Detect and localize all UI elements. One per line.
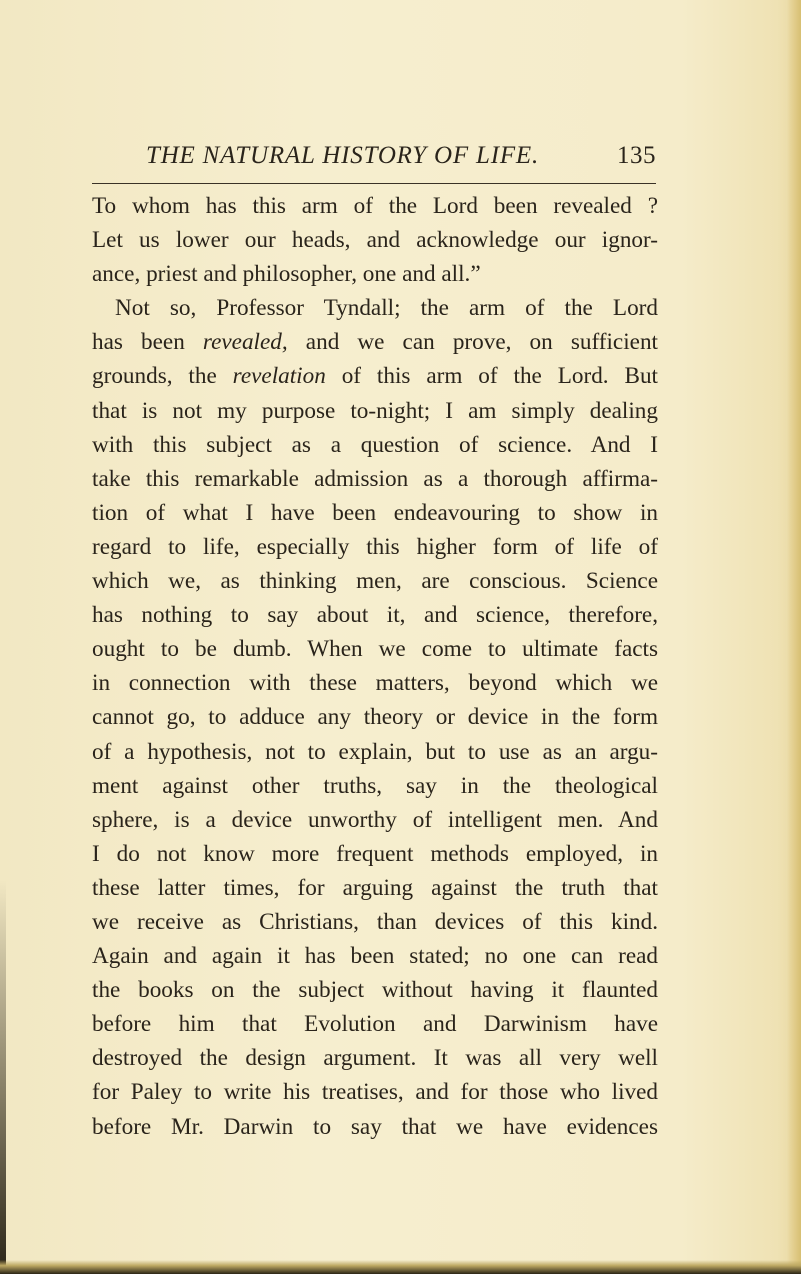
- text-line: cannot go, to adduce any theory or device in the form: [92, 704, 658, 731]
- page-edge-shadow-right: [787, 0, 801, 1274]
- text-line: regard to life, especially this higher form of life of: [92, 533, 658, 560]
- text-line: To whom has this arm of the Lord been revealed ?: [92, 193, 658, 219]
- text-line: [92, 359, 658, 393]
- text-line: has nothing to say about it, and science, therefore,: [92, 602, 658, 629]
- text-line: these latter times, for arguing against the truth that: [92, 874, 658, 901]
- italic-word-revealed: revealed,: [202, 329, 288, 356]
- text-line: the books on the subject without having it flaunted: [92, 977, 658, 1004]
- text-line: [92, 325, 658, 359]
- body-text: [92, 189, 658, 1144]
- text-run: has been: [92, 329, 203, 356]
- running-head: [92, 142, 656, 176]
- text-line: before him that Evolution and Darwinism have: [92, 1011, 658, 1038]
- text-line: of a hypothesis, not to explain, but to use as an argu-: [92, 738, 658, 765]
- text-run: grounds, the: [92, 363, 233, 390]
- text-line: I do not know more frequent methods employed, in: [92, 840, 658, 867]
- page-edge-shadow-bottom: [0, 1260, 801, 1274]
- text-line: with this subject as a question of science. And I: [92, 431, 658, 458]
- text-line: ought to be dumb. When we come to ultimate facts: [92, 636, 658, 663]
- text-line: for Paley to write his treatises, and for those who lived: [92, 1079, 658, 1106]
- page-number: 135: [617, 142, 656, 169]
- text-line: before Mr. Darwin to say that we have evidences: [92, 1113, 658, 1140]
- italic-word-revelation: revelation: [232, 363, 326, 390]
- header-rule: [92, 183, 656, 184]
- text-run: and we can prove, on sufficient: [287, 329, 658, 356]
- text-line: ment against other truths, say in the theological: [92, 772, 658, 799]
- text-line: tion of what I have been endeavouring to show in: [92, 499, 658, 526]
- paragraph-start-line: Not so, Professor Tyndall; the arm of the Lord: [115, 295, 658, 322]
- page-edge-shadow-left: [0, 880, 6, 1274]
- text-line: destroyed the design argument. It was all very well: [92, 1045, 658, 1072]
- text-line: sphere, is a device unworthy of intelligent men. And: [92, 806, 658, 833]
- text-line: which we, as thinking men, are conscious. Science: [92, 568, 658, 595]
- text-line: in connection with these matters, beyond which we: [92, 670, 658, 697]
- text-run: of this arm of the Lord. But: [325, 363, 659, 390]
- text-line: take this remarkable admission as a thorough affirma-: [92, 465, 658, 492]
- text-line: that is not my purpose to-night; I am simply dealing: [92, 397, 658, 424]
- running-title: THE NATURAL HISTORY OF LIFE.: [146, 142, 540, 169]
- text-line: Again and again it has been stated; no one can read: [92, 943, 658, 970]
- text-line: ance, priest and philosopher, one and all.”: [92, 261, 481, 288]
- text-line: we receive as Christians, than devices of this kind.: [92, 908, 658, 935]
- text-line: Let us lower our heads, and acknowledge our ignor-: [92, 227, 658, 254]
